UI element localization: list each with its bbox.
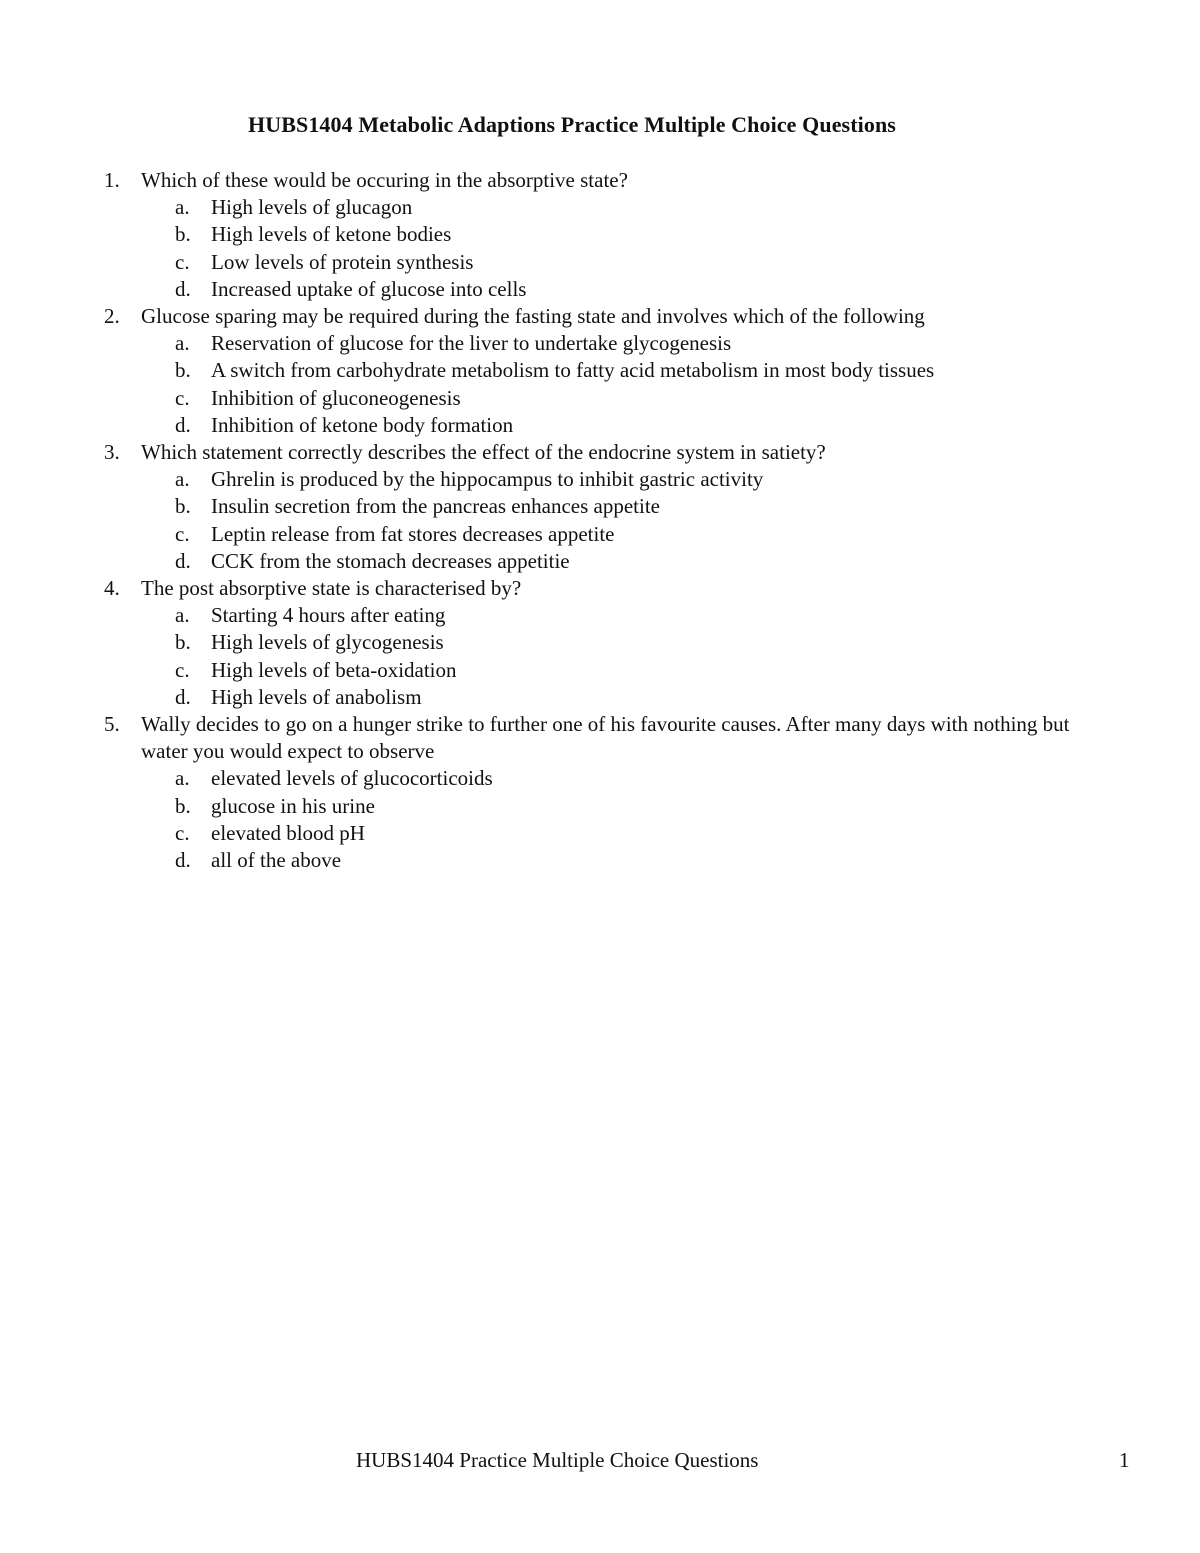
option-list <box>0 765 1200 874</box>
question-item <box>0 711 1200 874</box>
question-number: 4. <box>104 576 120 601</box>
option-text: Leptin release from fat stores decreases appetite <box>211 521 615 546</box>
page-number: 1 <box>1119 1448 1130 1472</box>
document-title: HUBS1404 Metabolic Adaptions Practice Multiple Choice Questions <box>248 112 896 137</box>
option-letter: a. <box>175 467 190 492</box>
option-text: Ghrelin is produced by the hippocampus to inhibit gastric activity <box>211 467 764 492</box>
option-text: all of the above <box>211 848 342 873</box>
option-text: elevated blood pH <box>211 820 365 845</box>
option-letter: c. <box>175 249 190 274</box>
question-item <box>0 439 1200 575</box>
option-item <box>0 466 1200 493</box>
option-item <box>0 194 1200 221</box>
option-item <box>0 493 1200 520</box>
option-text: Inhibition of gluconeogenesis <box>211 385 461 410</box>
option-item <box>0 548 1200 575</box>
question-item <box>0 575 1200 711</box>
option-item <box>0 221 1200 248</box>
option-item <box>0 765 1200 792</box>
question-number: 5. <box>104 712 120 737</box>
option-text: High levels of anabolism <box>211 684 422 709</box>
question-text: Wally decides to go on a hunger strike to further one of his favourite causes. After many days with nothing but water you would expect to observe <box>141 712 1070 764</box>
question-text: Glucose sparing may be required during the fasting state and involves which of the following <box>141 304 925 329</box>
option-text: Increased uptake of glucose into cells <box>211 276 527 301</box>
option-letter: b. <box>175 630 191 655</box>
option-letter: a. <box>175 195 190 220</box>
option-letter: c. <box>175 820 190 845</box>
option-letter: c. <box>175 657 190 682</box>
option-item <box>0 602 1200 629</box>
option-letter: a. <box>175 603 190 628</box>
question-text: Which statement correctly describes the effect of the endocrine system in satiety? <box>141 440 826 465</box>
question-item <box>0 167 1200 303</box>
option-item <box>0 385 1200 412</box>
option-list <box>0 194 1200 303</box>
option-letter: c. <box>175 385 190 410</box>
option-text: Insulin secretion from the pancreas enhances appetite <box>211 494 660 519</box>
option-item <box>0 521 1200 548</box>
option-letter: d. <box>175 548 191 573</box>
option-list <box>0 466 1200 575</box>
option-text: High levels of beta-oxidation <box>211 657 457 682</box>
option-text: A switch from carbohydrate metabolism to fatty acid metabolism in most body tissues <box>211 358 935 383</box>
question-stem <box>0 303 1200 330</box>
option-list <box>0 602 1200 711</box>
option-letter: a. <box>175 331 190 356</box>
option-item <box>0 276 1200 303</box>
option-item <box>0 249 1200 276</box>
option-item <box>0 657 1200 684</box>
option-text: Low levels of protein synthesis <box>211 249 474 274</box>
question-stem <box>0 575 1200 602</box>
option-letter: b. <box>175 222 191 247</box>
option-item <box>0 847 1200 874</box>
option-text: Inhibition of ketone body formation <box>211 412 514 437</box>
question-number: 3. <box>104 440 120 465</box>
option-item <box>0 330 1200 357</box>
question-number: 2. <box>104 304 120 329</box>
footer-text: HUBS1404 Practice Multiple Choice Questions <box>356 1448 759 1472</box>
option-letter: b. <box>175 793 191 818</box>
option-letter: a. <box>175 766 190 791</box>
question-stem <box>0 439 1200 466</box>
option-letter: d. <box>175 276 191 301</box>
question-text: Which of these would be occuring in the absorptive state? <box>141 168 628 192</box>
option-text: High levels of glucagon <box>211 195 413 220</box>
option-item <box>0 629 1200 656</box>
option-text: High levels of glycogenesis <box>211 630 444 655</box>
question-number: 1. <box>104 168 120 192</box>
option-letter: d. <box>175 848 191 873</box>
option-item <box>0 684 1200 711</box>
option-item <box>0 820 1200 847</box>
question-text: The post absorptive state is characterised by? <box>141 576 522 601</box>
option-text: Starting 4 hours after eating <box>211 603 446 628</box>
option-text: glucose in his urine <box>211 793 375 818</box>
option-item <box>0 357 1200 384</box>
option-letter: b. <box>175 494 191 519</box>
option-letter: d. <box>175 684 191 709</box>
option-text: elevated levels of glucocorticoids <box>211 766 493 791</box>
option-text: CCK from the stomach decreases appetitie <box>211 548 570 573</box>
question-item <box>0 303 1200 439</box>
option-list <box>0 330 1200 439</box>
option-letter: d. <box>175 412 191 437</box>
question-stem <box>0 711 1200 765</box>
option-letter: c. <box>175 521 190 546</box>
option-text: Reservation of glucose for the liver to undertake glycogenesis <box>211 331 732 356</box>
question-list <box>0 167 1200 874</box>
question-stem <box>0 167 1200 194</box>
option-text: High levels of ketone bodies <box>211 222 452 247</box>
option-item <box>0 793 1200 820</box>
option-item <box>0 412 1200 439</box>
option-letter: b. <box>175 358 191 383</box>
